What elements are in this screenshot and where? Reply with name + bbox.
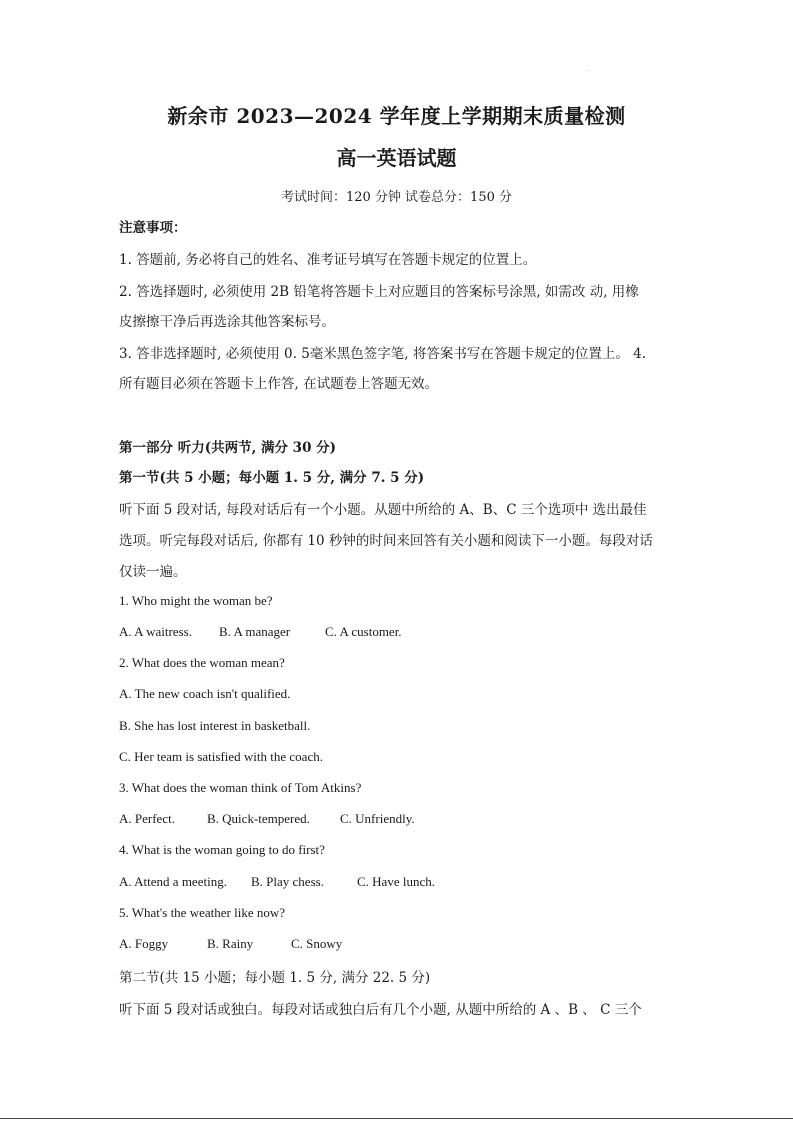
- part1-heading: 第一部分 听力(共两节, 满分 30 分): [119, 440, 337, 456]
- exam-info: 考试时间：120 分钟 试卷总分：150 分: [280, 190, 513, 205]
- section1-heading: 第一节(共 5 小题；每小题 1. 5 分, 满分 7. 5 分): [119, 470, 425, 486]
- question-5-options: [119, 936, 679, 952]
- question-4-stem: 4. What is the woman going to do first?: [119, 842, 325, 857]
- question-2-stem: 2. What does the woman mean?: [119, 655, 285, 670]
- notes-item-2-line-1: 2. 答选择题时, 必须使用 2B 铅笔将答题卡上对应题目的答案标号涂黑, 如需改 动, 用橡: [119, 284, 639, 300]
- question-4-options: [119, 874, 679, 890]
- section2-heading: 第二节(共 15 小题；每小题 1. 5 分, 满分 22. 5 分): [119, 970, 431, 986]
- question-1-stem: 1. Who might the woman be?: [119, 593, 273, 608]
- question-1-option-b: B. A manager: [219, 624, 291, 639]
- question-2-option-a: A. The new coach isn't qualified.: [119, 686, 291, 701]
- notes-heading: 注意事项：: [119, 220, 187, 236]
- question-1-option-c: C. A customer.: [325, 624, 402, 639]
- question-2-option-b: B. She has lost interest in basketball.: [119, 718, 311, 733]
- section1-instructions-line-2: 选项。听完每段对话后, 你都有 10 秒钟的时间来回答有关小题和阅读下一小题。每段对话: [119, 533, 653, 549]
- question-5-option-c: C. Snowy: [291, 936, 343, 951]
- question-2-option-c: C. Her team is satisfied with the coach.: [119, 749, 323, 764]
- section2-instructions-line-1: 听下面 5 段对话或独白。每段对话或独白后有几个小题, 从题中所给的 A 、B 、 C 三个: [119, 1002, 642, 1018]
- question-3-options: [119, 811, 679, 827]
- question-5-stem: 5. What's the weather like now?: [119, 905, 285, 920]
- exam-title: 新余市 2023—2024 学年度上学期期末质量检测: [167, 104, 626, 128]
- notes-item-3-line-2: 所有题目必须在答题卡上作答, 在试题卷上答题无效。: [119, 376, 439, 392]
- question-5-option-a: A. Foggy: [119, 936, 169, 951]
- question-4-option-c: C. Have lunch.: [357, 874, 435, 889]
- question-3-stem: 3. What does the woman think of Tom Atkins?: [119, 780, 362, 795]
- notes-item-1: 1. 答题前, 务必将自己的姓名、准考证号填写在答题卡规定的位置上。: [119, 252, 537, 268]
- question-3-option-c: C. Unfriendly.: [340, 811, 415, 826]
- section1-instructions-line-3: 仅读一遍。: [119, 564, 187, 580]
- corner-mark: .: [586, 66, 588, 73]
- question-5-option-b: B. Rainy: [207, 936, 254, 951]
- question-4-option-b: B. Play chess.: [251, 874, 324, 889]
- question-3-option-b: B. Quick-tempered.: [207, 811, 310, 826]
- notes-item-2-line-2: 皮擦擦干净后再选涂其他答案标号。: [119, 314, 335, 330]
- bottom-rule: [0, 1118, 793, 1119]
- section1-instructions-line-1: 听下面 5 段对话, 每段对话后有一个小题。从题中所给的 A、B、C 三个选项中 选出最佳: [119, 502, 647, 518]
- notes-item-3-line-1: 3. 答非选择题时, 必须使用 0. 5毫米黑色签字笔, 将答案书写在答题卡规定的位置上。 4.: [119, 346, 647, 362]
- question-1-options: [119, 624, 679, 640]
- exam-subtitle: 高一英语试题: [336, 146, 457, 170]
- question-4-option-a: A. Attend a meeting.: [119, 874, 227, 889]
- question-3-option-a: A. Perfect.: [119, 811, 175, 826]
- question-1-option-a: A. A waitress.: [119, 624, 192, 639]
